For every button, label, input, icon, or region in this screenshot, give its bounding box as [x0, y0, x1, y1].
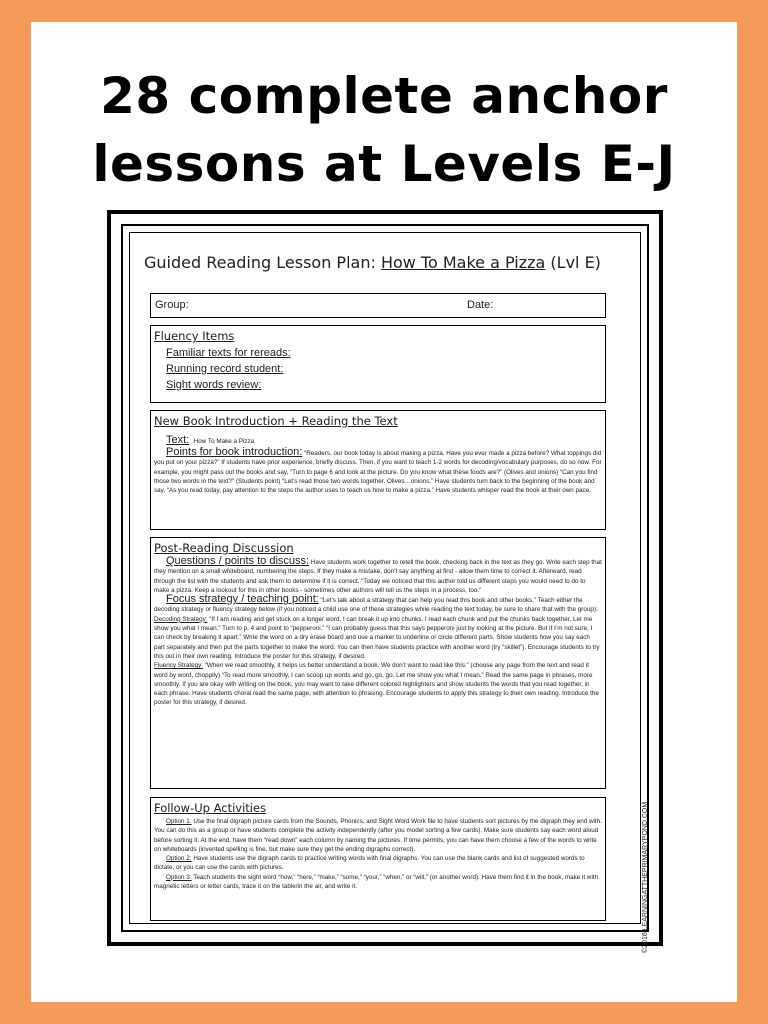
option-3-label: Option 3: — [166, 873, 192, 881]
post-heading: Post-Reading Discussion — [154, 541, 294, 555]
points-label: Points for book introduction: — [166, 446, 303, 458]
focus-body: “Let’s talk about a strategy that can help you read this book and other books.” Teach either the decoding strategy or fluency strategy below (if you noticed a child use one of these strategies while reading the text today, be sure to share that with the group): — [154, 597, 598, 614]
promo-card — [31, 22, 737, 1002]
text-label: Text: — [166, 434, 190, 446]
fluency-item: Running record student: — [166, 363, 284, 375]
fluency-strategy-body: “When we read smoothly, it helps us better understand a book. We don’t want to read like this:” (choose any page from the text and read it word by word, choppily) “To read more smoothly, I can scoop up words and go, go, go. Let me show you what I mean.” Read the same page in phrases, more smoothly. If you are okay with writing on the book, you may want to take different colored highlighters and show students the words that you read together, in each phrase. Have students choral read the same page, with attention to phrasing. Encourage students to apply this strategy to their own reading. Introduce the poster for this strategy, if desired. — [154, 662, 599, 707]
book-intro-box — [150, 410, 606, 530]
fluency-heading: Fluency Items — [154, 329, 235, 343]
group-label: Group: — [155, 299, 189, 311]
questions-body: Have students work together to retell the book, checking back in the text as they go. Write each step that they mention on a small whiteboard, numbering the steps. If they make a mistake, don’t say anything at first - allow them time to correct it. Afterward, read through the list with the students and ask them to determine if it is correct. “Today we noticed that this author told us different steps you would need to do to make a pizza. Keep a lookout for this in other books - sometimes other authors will tell us the steps in a process, too.” — [154, 559, 602, 594]
points-body: “Readers, our book today is about making a pizza. Have you ever made a pizza before? What toppings did you put on your pizza?” If students have prior experience, briefly discuss. Then, if you want to teach 1-2 words for decoding/vocabulary purposes, do so now. For example, you might pass out the books and say, “Turn to page 6 and look at the picture. Do you know what these foods are?” (Olives and onions) “Can you find those two words in the text?” (Students point) “Let’s read those two words together. Olives…onions.” Have students turn back to the beginning of the book and say, “As you read today, pay attention to the steps the author uses to teach us how to make a pizza.” Have students whisper read the book at their own pace. — [154, 450, 602, 495]
headline — [31, 62, 737, 198]
decoding-label: Decoding Strategy: — [154, 615, 208, 623]
intro-heading: New Book Introduction + Reading the Text — [154, 414, 398, 428]
date-label: Date: — [467, 299, 494, 311]
fluency-items-box — [150, 325, 606, 403]
fluency-item: Familiar texts for rereads: — [166, 347, 291, 359]
copyright-notice: ©2016 LEARNINGATTHEPRIMARYPOND.COM — [642, 801, 649, 953]
fluency-strategy-label: Fluency Strategy: — [154, 662, 203, 670]
follow-up-box — [150, 797, 606, 921]
headline-line-1: 28 complete anchor — [100, 67, 668, 125]
option-1-label: Option 1: — [166, 818, 192, 825]
headline-line-2: lessons at Levels E-J — [92, 135, 676, 193]
lesson-plan-sheet — [107, 210, 663, 953]
option-1-body: Use the final digraph picture cards from the Sounds, Phonics, and Sight Word Work file to have students sort pictures by the digraph they end with. You can do this as a group or have students complete the activity independently (after you model sorting a few cards). Make sure students say each word aloud before sorting it. At the end, have them “read down” each column by naming the pictures. If time permits, you can have them choose a few of the words to write on whiteboards (invented spelling is fine, but make sure they get the ending digraphs correct). — [154, 818, 602, 853]
option-2-label: Option 2: — [166, 855, 192, 863]
text-value: How To Make a Pizza — [193, 438, 255, 445]
fluency-item: Sight words review: — [166, 379, 262, 391]
option-2-body: Have students use the digraph cards to practice writing words with final digraphs. You can use the blank cards and list of suggested words to dictate, or you can use the cards with pictures. — [154, 855, 585, 872]
questions-label: Questions / points to discuss: — [166, 555, 310, 567]
focus-label: Focus strategy / teaching point: — [166, 593, 319, 606]
post-reading-box — [150, 537, 606, 789]
book-title: How To Make a Pizza — [380, 253, 546, 272]
group-date-box — [150, 293, 606, 318]
lesson-plan-title: Guided Reading Lesson Plan: How To Make a Pizza (Lvl E) — [144, 253, 601, 272]
option-3-body: Teach students the sight word “how,” “here,” “make,” “some,” “your,” “when,” or “will,” (or another word). Have them find it in the book, make it with magnetic letters or letter cards, trace it on the table/in the air, and write it. — [154, 873, 599, 891]
decoding-body: “If I am reading and get stuck on a longer word, I can break it up into chunks. I read each chunk and put the chunks back together. Let me show you what I mean.” Turn to p. 4 and point to “pepperoni.” “I can probably guess that this says pepperoni just by looking at the picture. But if I’m not sure, I can check by breaking it apart.” Write the word on a dry erase board and use a marker to underline or circle different parts. Show students how you say each part separately and then put the parts together to make the word. You can then have students practice with another word (try “skillet”). Encourage students to try this out in their own reading. Introduce the poster for this strategy, if desired. — [154, 615, 600, 660]
follow-heading: Follow-Up Activities — [154, 801, 267, 815]
